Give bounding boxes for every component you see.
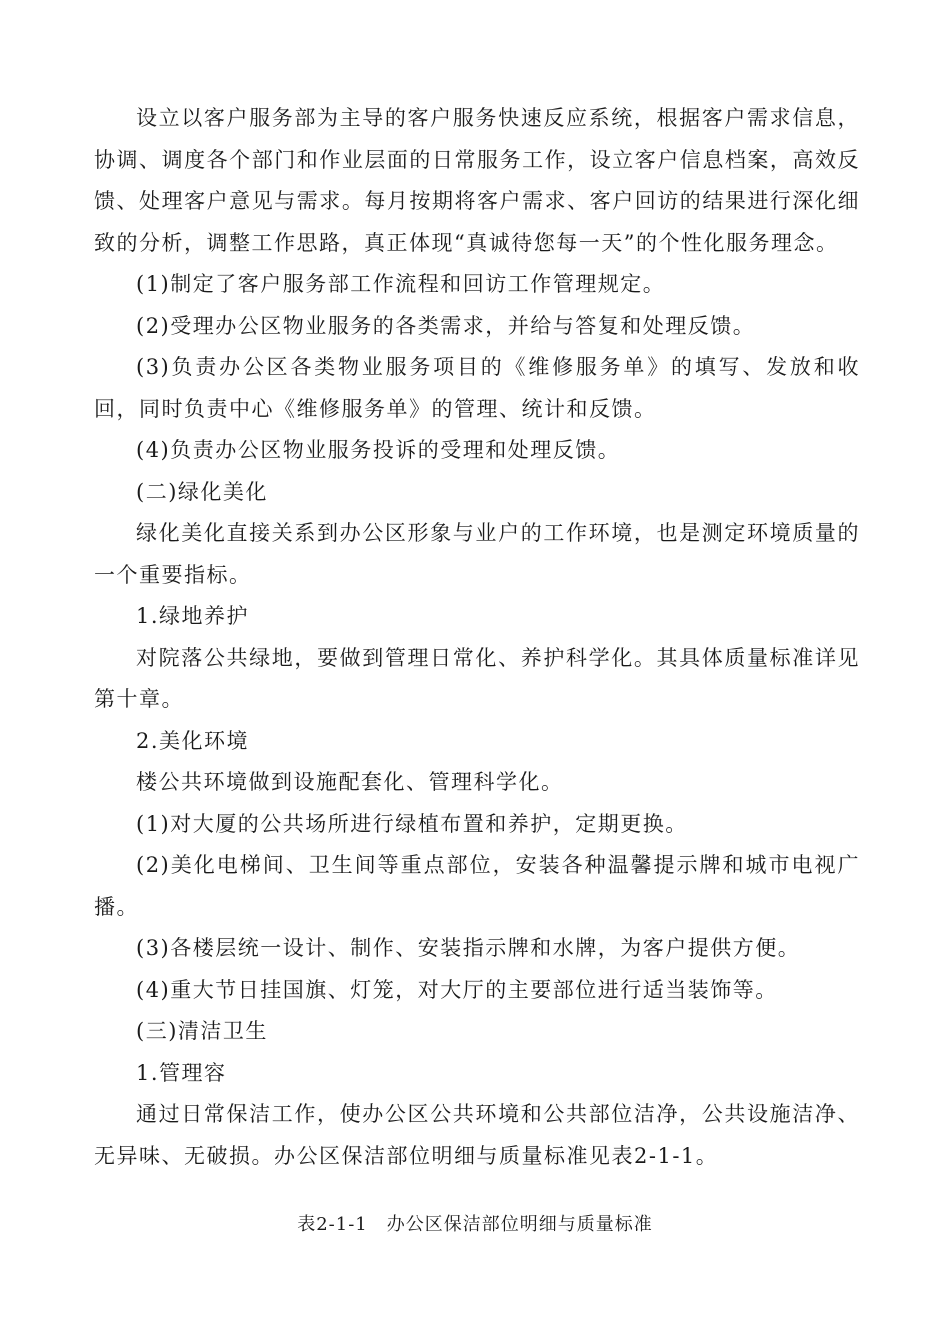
subsection-heading: 1.绿地养护	[136, 604, 250, 628]
intro-paragraph: 设立以客户服务部为主导的客户服务快速反应系统，根据客户需求信息，协调、调度各个部门和作业层面的日常服务工作，设立客户信息档案，高效反馈、处理客户意见与需求。每月按期将客户需求、客户回访的结果进行深化细致的分析，调整工作思路，真正体现“真诚待您每一天”的个性化服务理念。	[94, 106, 860, 255]
list-item: (4)负责办公区物业服务投诉的受理和处理反馈。	[136, 438, 621, 462]
list-item: (3)各楼层统一设计、制作、安装指示牌和水牌，为客户提供方便。	[136, 936, 801, 960]
body-paragraph: 通过日常保洁工作，使办公区公共环境和公共部位洁净，公共设施洁净、无异味、无破损。办公区保洁部位明细与质量标准见表2-1-1。	[94, 1102, 860, 1168]
subsection-heading: 1.管理容	[136, 1060, 227, 1085]
section-intro-paragraph: 绿化美化直接关系到办公区形象与业户的工作环境，也是测定环境质量的一个重要指标。	[94, 521, 860, 587]
list-item: (2)受理办公区物业服务的各类需求，并给与答复和处理反馈。	[136, 313, 756, 338]
section-heading: (二)绿化美化	[136, 479, 268, 504]
list-item: (2)美化电梯间、卫生间等重点部位，安装各种温馨提示牌和城市电视广播。	[94, 853, 860, 919]
table-caption: 表2-1-1 办公区保洁部位明细与质量标准	[297, 1214, 653, 1235]
body-paragraph: 楼公共环境做到设施配套化、管理科学化。	[136, 770, 564, 794]
section-heading: (三)清洁卫生	[136, 1019, 268, 1043]
list-item: (4)重大节日挂国旗、灯笼，对大厅的主要部位进行适当装饰等。	[136, 977, 778, 1002]
list-item: (1)制定了客户服务部工作流程和回访工作管理规定。	[136, 272, 666, 296]
body-paragraph: 对院落公共绿地，要做到管理日常化、养护科学化。其具体质量标准详见第十章。	[94, 645, 860, 711]
subsection-heading: 2.美化环境	[136, 728, 250, 753]
list-item: (1)对大厦的公共场所进行绿植布置和养护，定期更换。	[136, 811, 688, 836]
list-item: (3)负责办公区各类物业服务项目的《维修服务单》的填写、发放和收回，同时负责中心《维修服务单》的管理、统计和反馈。	[94, 355, 860, 421]
